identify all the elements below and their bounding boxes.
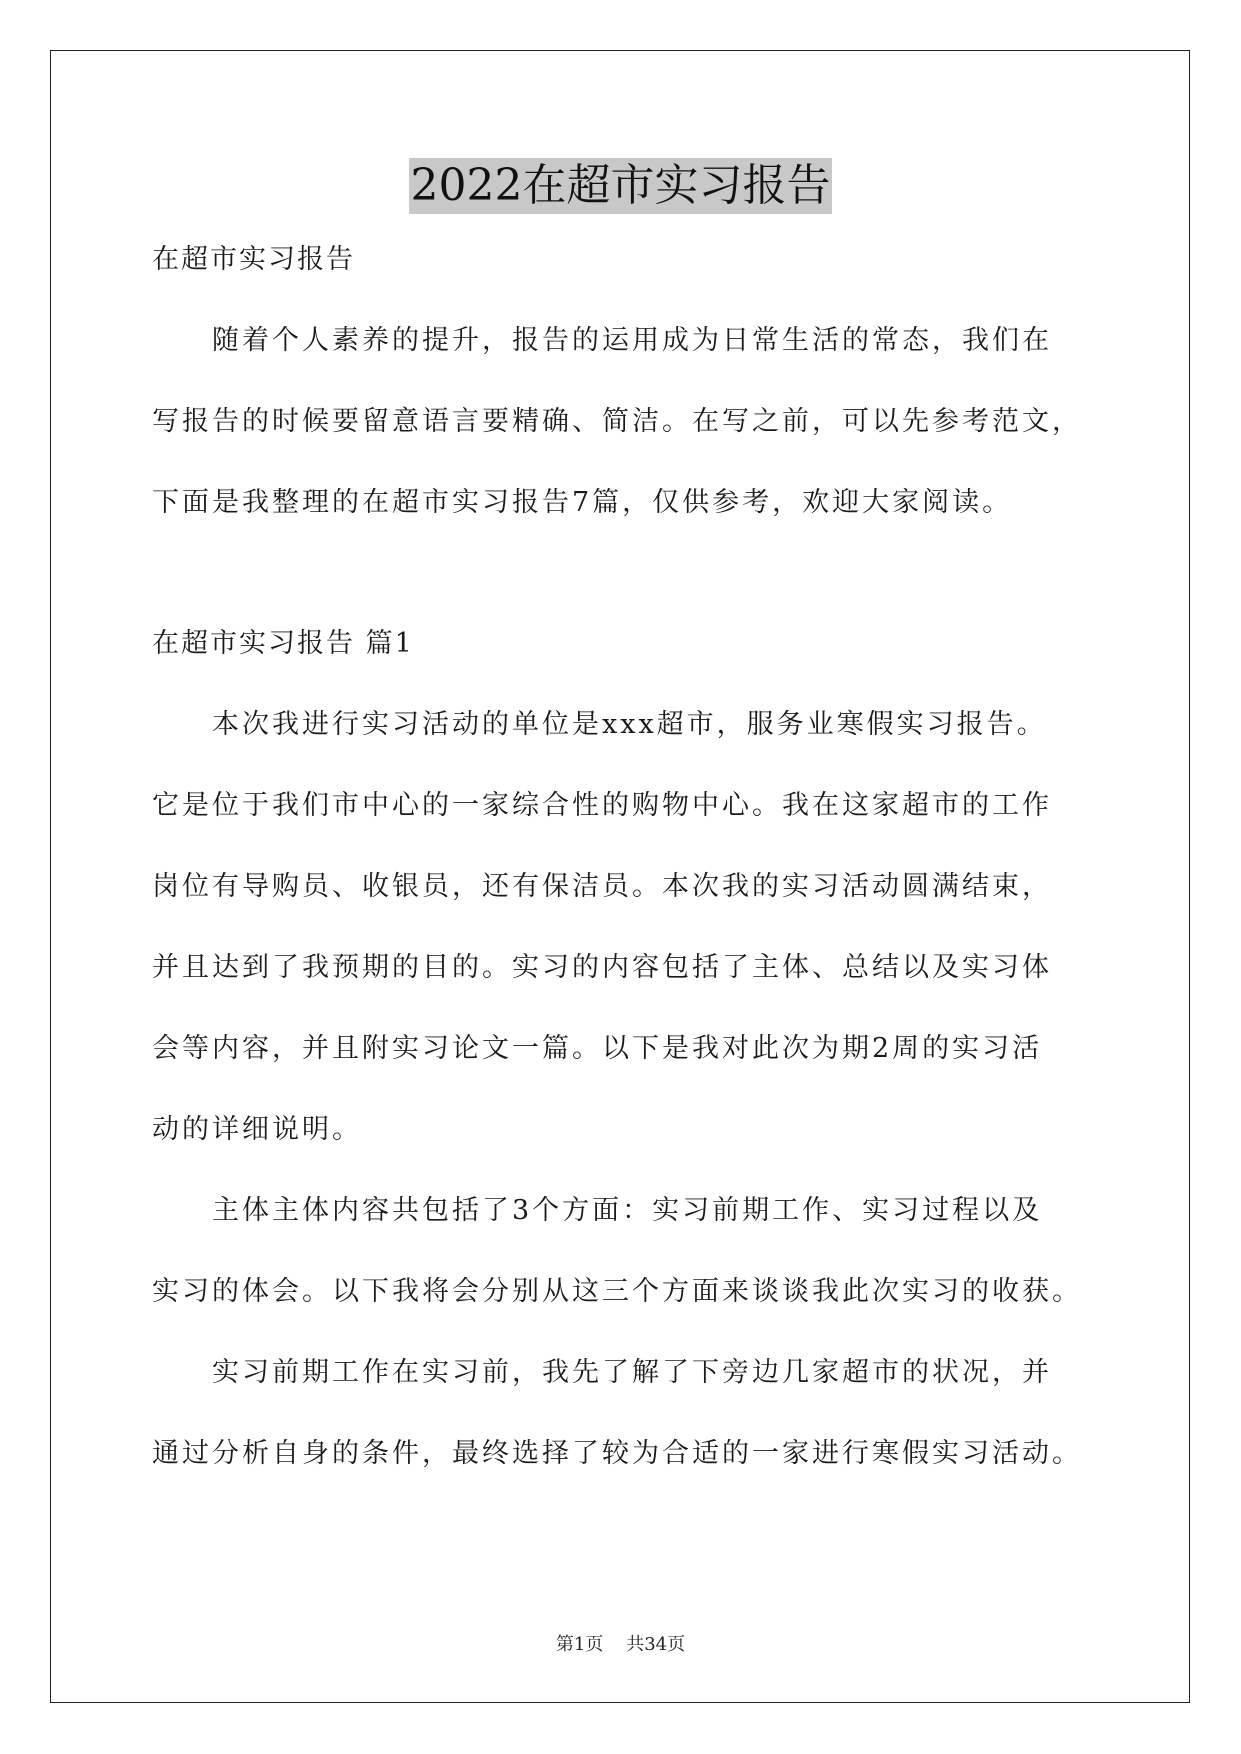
title-area	[0, 158, 1241, 214]
paragraph-line: 岗位有导购员、收银员，还有保洁员。本次我的实习活动圆满结束，	[152, 871, 1052, 902]
section-gap	[152, 554, 1092, 614]
paragraph-line: 动的详细说明。	[152, 1114, 362, 1145]
paragraph-line: 本次我进行实习活动的单位是xxx超市，服务业寒假实习报告。	[212, 709, 1047, 740]
section-heading: 在超市实习报告 篇1	[152, 628, 414, 659]
paragraph-line: 会等内容，并且附实习论文一篇。以下是我对此次为期2周的实习活	[152, 1033, 1043, 1064]
paragraph-line: 实习前期工作在实习前，我先了解了下旁边几家超市的状况，并	[212, 1357, 1052, 1388]
intro-heading: 在超市实习报告	[152, 244, 355, 275]
paragraph-line: 并且达到了我预期的目的。实习的内容包括了主体、总结以及实习体	[152, 952, 1052, 983]
page-total: 共34页	[626, 1634, 686, 1655]
paragraph-line: 主体主体内容共包括了3个方面：实习前期工作、实习过程以及	[212, 1195, 1043, 1226]
page-footer	[0, 1630, 1241, 1656]
paragraph-line: 实习的体会。以下我将会分别从这三个方面来谈谈我此次实习的收获。	[152, 1276, 1082, 1307]
page-number: 第1页	[555, 1634, 604, 1655]
intro-line: 写报告的时候要留意语言要精确、简洁。在写之前，可以先参考范文，	[152, 406, 1082, 437]
intro-line: 随着个人素养的提升，报告的运用成为日常生活的常态，我们在	[212, 325, 1052, 356]
document-title: 2022在超市实习报告	[409, 158, 833, 214]
paragraph-line: 它是位于我们市中心的一家综合性的购物中心。我在这家超市的工作	[152, 790, 1052, 821]
intro-line: 下面是我整理的在超市实习报告7篇，仅供参考，欢迎大家阅读。	[152, 487, 1013, 518]
document-body	[152, 230, 1092, 1505]
paragraph-line: 通过分析自身的条件，最终选择了较为合适的一家进行寒假实习活动。	[152, 1438, 1082, 1469]
